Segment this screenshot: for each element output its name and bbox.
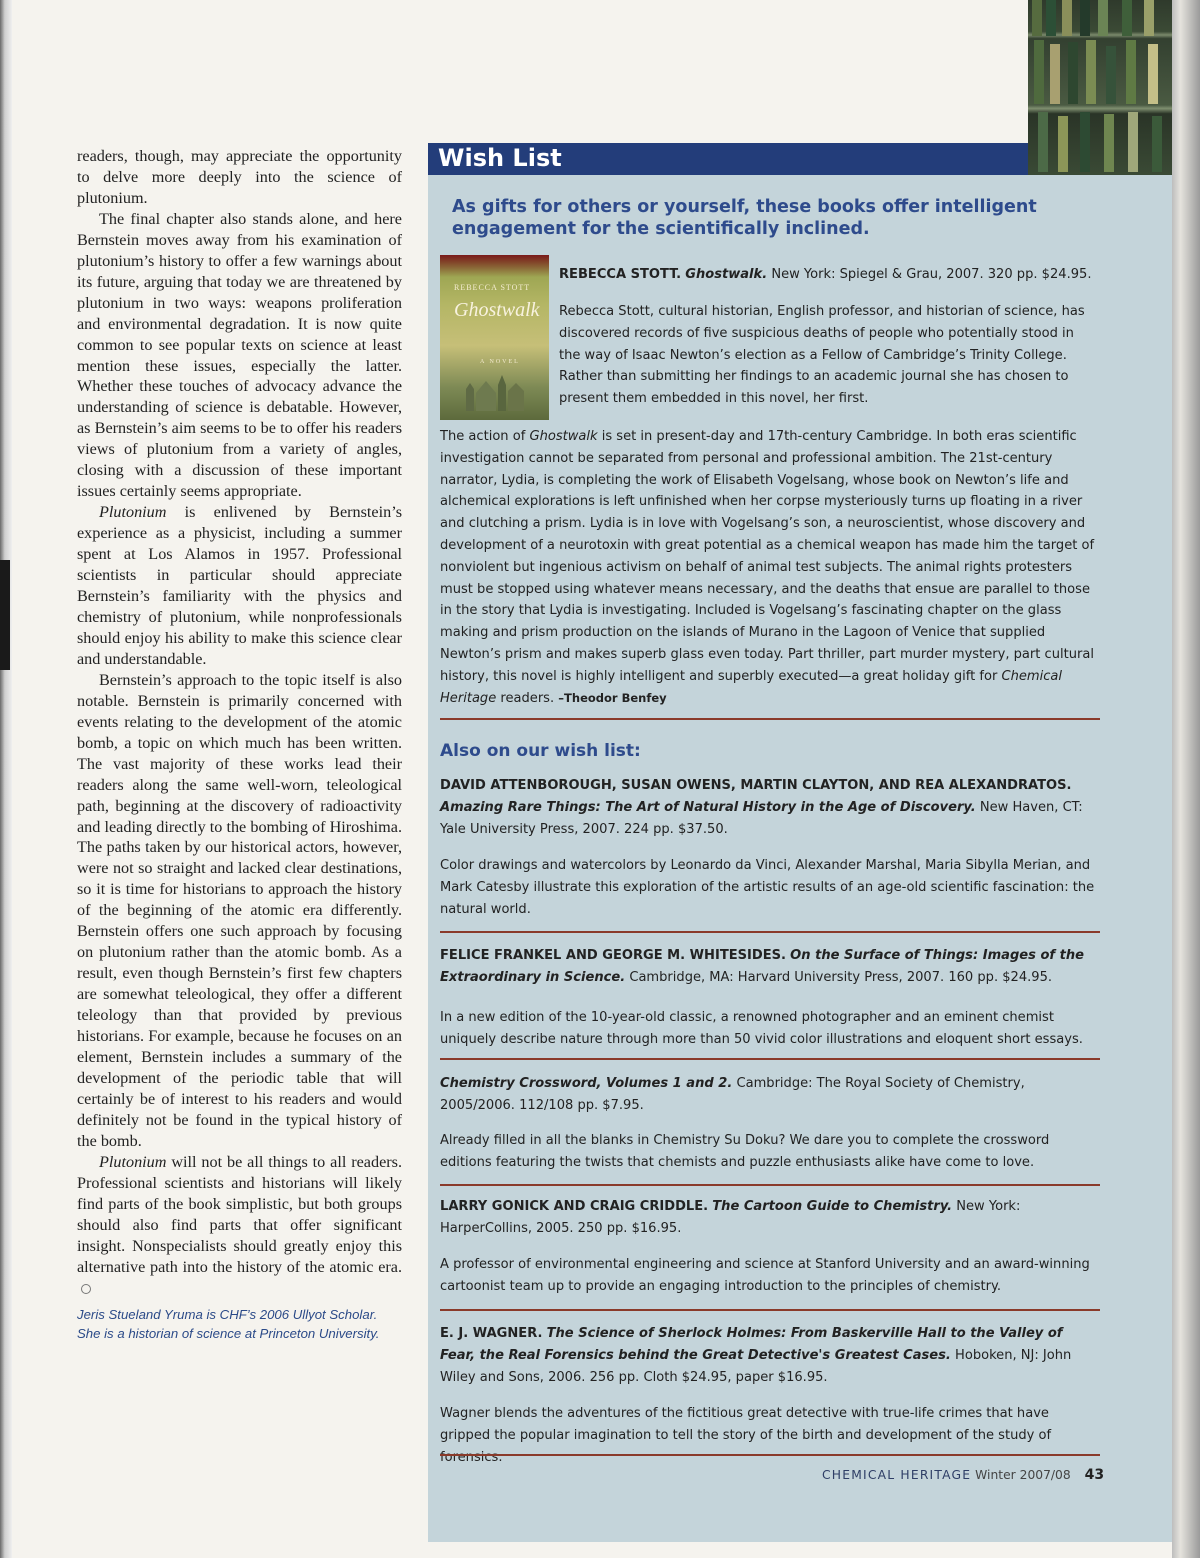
book-spine [1032, 0, 1042, 36]
entry-divider [440, 1454, 1100, 1456]
cover-blood-splash [440, 255, 549, 277]
page-gutter-shadow [0, 0, 12, 1558]
review-body: is set in present-day and 17th-century Cambridge. In both eras scientific investigation cannot be separated from personal and professional ambition. The 21st-century narrator, Lydia, is completing the work of Elisabeth Vogelsang, whose book on Newton’s life and alchemical explorations is left unfinished when her corpse mysteriously turns up floating in a river and clutching a prism. Lydia is in love with Vogelsang’s son, a neuroscientist, whose discovery and development of a neurotoxin with great potential as a chemical weapon has made him the target of nonviolent but ingenious activism on behalf of animal test subjects. The animal rights protesters must be stopped using whatever means necessary, and the deaths that ensue are parallel to those in the story that Lydia is investigating. Included is Vogelsang’s fascinating chapter on the glass making and prism production on the islands of Murano in the Lagoon of Venice that supplied Newton’s prism and makes superb glass even today. Part thriller, part murder mystery, part cultural history, this novel is highly intelligent and superbly executed—a great holiday gift for [440, 429, 1095, 684]
section-intro: As gifts for others or yourself, these books offer intelligent engagement for the scientifically inclined. [452, 197, 1037, 239]
book-spine [1086, 40, 1096, 104]
entry-authors: DAVID ATTENBOROUGH, SUSAN OWENS, MARTIN CLAYTON, AND REA ALEXANDRATOS. [440, 778, 1072, 793]
feature-author: REBECCA STOTT. [559, 267, 682, 282]
review-paragraph-text: will not be all things to all readers. Professional scientists and historians will likely find parts of the book simplistic, but both groups should also find parts that offer significant insight. Nonspecialists should greatly enjoy this alternative path into the history of the atomic era. [77, 1152, 402, 1276]
entry-description: In a new edition of the 10-year-old classic, a renowned photographer and an eminent chemist uniquely describe nature through more than 50 vivid color illustrations and eloquent short essays. [440, 1010, 1083, 1047]
book-spine [1034, 40, 1044, 104]
entry-title: The Science of Sherlock Holmes: From Baskerville Hall to the Valley of Fear, the Real Forensics behind the Great Detective's Greatest Cases. [440, 1326, 1063, 1363]
book-spine [1062, 0, 1072, 36]
end-of-article-icon [81, 1284, 91, 1294]
book-spine [1050, 44, 1060, 104]
entry-description: Wagner blends the adventures of the fictitious great detective with true-life crimes that have gripped the popular imagination to tell the story of the birth and development of the study of forensics. [440, 1406, 1052, 1465]
book-spine [1144, 0, 1154, 36]
entry-publication: New Haven, CT: Yale University Press, 2007. 224 pp. $37.50. [440, 799, 1083, 837]
book-spine [1152, 116, 1162, 172]
review-paragraph-text: is enlivened by Bernstein’s experience as a physicist, including a summer spent at Los Alamos in 1957. Professional scientists in particular should appreciate Bernstein’s familiarity with the physics and chemistry of plutonium, while nonprofessionals should enjoy his ability to make this science clear and understandable. [77, 503, 402, 668]
review-paragraph [77, 1152, 402, 1299]
book-spine [1098, 0, 1108, 36]
book-spine [1038, 112, 1048, 172]
book-title-italic: Plutonium [99, 503, 167, 522]
book-spine [1106, 46, 1116, 104]
entry-authors: LARRY GONICK AND CRAIG CRIDDLE. [440, 1199, 709, 1214]
entry-description: Color drawings and watercolors by Leonardo da Vinci, Alexander Marshal, Maria Sibylla Merian, and Mark Catesby illustrate this exploration of the artistic results of an age-old scientific fascination: the natural world. [440, 858, 1095, 917]
entry-divider [440, 931, 1100, 933]
book-cover-image [440, 255, 549, 420]
issue-date: Winter 2007/08 [975, 1468, 1071, 1482]
page-number: 43 [1084, 1467, 1105, 1483]
book-spine [1068, 42, 1078, 104]
book-spine [1046, 0, 1056, 36]
feature-title: Ghostwalk. [685, 267, 768, 282]
byline-line: She is a historian of science at Princeton University. [77, 1325, 380, 1341]
gutter-dark-mark [0, 560, 10, 670]
bookshelf-photo [1028, 0, 1172, 175]
book-spine [1104, 114, 1114, 172]
entry-publication: New York: HarperCollins, 2005. 250 pp. $16.95. [440, 1199, 1021, 1236]
entry-title: Chemistry Crossword, Volumes 1 and 2. [440, 1076, 733, 1091]
entry-authors: E. J. WAGNER. [440, 1326, 543, 1341]
book-spine [1122, 0, 1132, 36]
author-byline [77, 1306, 402, 1343]
page-footer [822, 1467, 1104, 1483]
review-column [77, 146, 402, 1343]
review-end: readers. [500, 690, 555, 706]
book-spine [1080, 0, 1090, 36]
book-spine [1080, 112, 1090, 172]
cover-title: Ghostwalk [454, 299, 540, 321]
entry-title: On the Surface of Things: Images of the Extraordinary in Science. [440, 948, 1085, 985]
book-spine [1128, 112, 1138, 172]
review-prefix: The action of [440, 429, 526, 444]
entry-authors: FELICE FRANKEL AND GEORGE M. WHITESIDES. [440, 948, 786, 963]
entry-publication: Cambridge: The Royal Society of Chemistry, 2005/2006. 112/108 pp. $7.95. [440, 1076, 1025, 1113]
entry-divider [440, 1184, 1100, 1186]
entry-divider [440, 1309, 1100, 1311]
feature-summary: Rebecca Stott, cultural historian, English professor, and historian of science, has discovered records of five suspicious deaths of people who potentially stood in the way of Isaac Newton’s election as a Fellow of Cambridge’s Trinity College. Rather than submitting her findings to an academic journal she has chosen to present them embedded in this novel, her first. [559, 304, 1085, 407]
entry-description: Already filled in all the blanks in Chemistry Su Doku? We dare you to complete the crossword editions featuring the twists that chemists and puzzle enthusiasts alike have come to love. [440, 1133, 1050, 1170]
feature-review [440, 426, 1100, 709]
section-divider [440, 718, 1100, 720]
book-entry-citation [440, 1323, 1100, 1388]
book-spine [1058, 116, 1068, 172]
book-entry-citation [440, 945, 1100, 989]
review-paragraph: readers, though, may appreciate the opportunity to delve more deeply into the science of plutonium. [77, 147, 402, 207]
entry-title: Amazing Rare Things: The Art of Natural History in the Age of Discovery. [440, 799, 976, 815]
book-entry-citation [440, 1073, 1100, 1117]
book-title-italic: Plutonium [99, 1152, 167, 1171]
review-book-title: Ghostwalk [529, 429, 598, 444]
cover-castle-illustration [462, 371, 526, 411]
cover-author: REBECCA STOTT [454, 283, 531, 292]
feature-citation [559, 264, 1099, 286]
book-entry-citation [440, 1196, 1100, 1240]
review-magazine-name: Chemical Heritage [440, 668, 1063, 706]
page-right-edge [1172, 0, 1200, 1558]
entry-description: A professor of environmental engineering and science at Stanford University and an award-winning cartoonist team up to provide an engaging introduction to the principles of chemistry. [440, 1257, 1090, 1294]
byline-line: Jeris Stueland Yruma is CHF’s 2006 Ullyot Scholar. [77, 1307, 378, 1323]
magazine-name: CHEMICAL HERITAGE [822, 1468, 972, 1482]
book-entry-citation [440, 775, 1100, 840]
also-heading: Also on our wish list: [440, 741, 641, 761]
section-title: Wish List [438, 144, 562, 172]
cover-subtitle: A NOVEL [480, 359, 520, 365]
entry-publication: Hoboken, NJ: John Wiley and Sons, 2006. 256 pp. Cloth $24.95, paper $16.95. [440, 1347, 1072, 1385]
review-paragraph: Bernstein’s approach to the topic itself is also notable. Bernstein is primarily concerned with events relating to the development of the atomic bomb, a topic on which much has been written. The vast majority of these works lead their readers along the same well-worn, teleological path, beginning at the discovery of radioactivity and leading directly to the bombing of Hiroshima. The paths taken by our historical actors, however, were not so straight and lacked clear destinations, so it is time for historians to approach the history of the beginning of the atomic era differently. Bernstein offers one such approach by focusing on plutonium rather than the atomic bomb. As a result, even though Bernstein’s first few chapters are somewhat teleological, they offer a different teleology than that provided by previous historians. For example, because he focuses on an element, Bernstein includes a summary of the development of the periodic table that will certainly be of interest to his readers and would definitely not be found in the typical history of the bomb. [77, 670, 402, 1150]
book-spine [1126, 40, 1136, 104]
book-spine [1148, 44, 1158, 104]
entry-publication: Cambridge, MA: Harvard University Press, 2007. 160 pp. $24.95. [629, 969, 1053, 985]
entry-title: The Cartoon Guide to Chemistry. [712, 1199, 953, 1214]
review-paragraph: The final chapter also stands alone, and here Bernstein moves away from his examination of plutonium’s history to offer a few warnings about its future, arguing that today we are threatened by plutonium in two ways: weapons proliferation and environmental degradation. It is now quite common to see popular texts on science at least mention these issues, especially the latter. Whether these touches of advocacy advance the understanding of science is debatable. However, as Bernstein’s aim seems to be to offer his readers views of plutonium from a variety of angles, closing with a discussion of these important issues certainly seems appropriate. [77, 209, 402, 501]
review-paragraph [77, 502, 402, 670]
reviewer-name: –Theodor Benfey [558, 690, 667, 705]
entry-divider [440, 1058, 1100, 1060]
feature-publication: New York: Spiegel & Grau, 2007. 320 pp. $24.95. [771, 267, 1092, 282]
